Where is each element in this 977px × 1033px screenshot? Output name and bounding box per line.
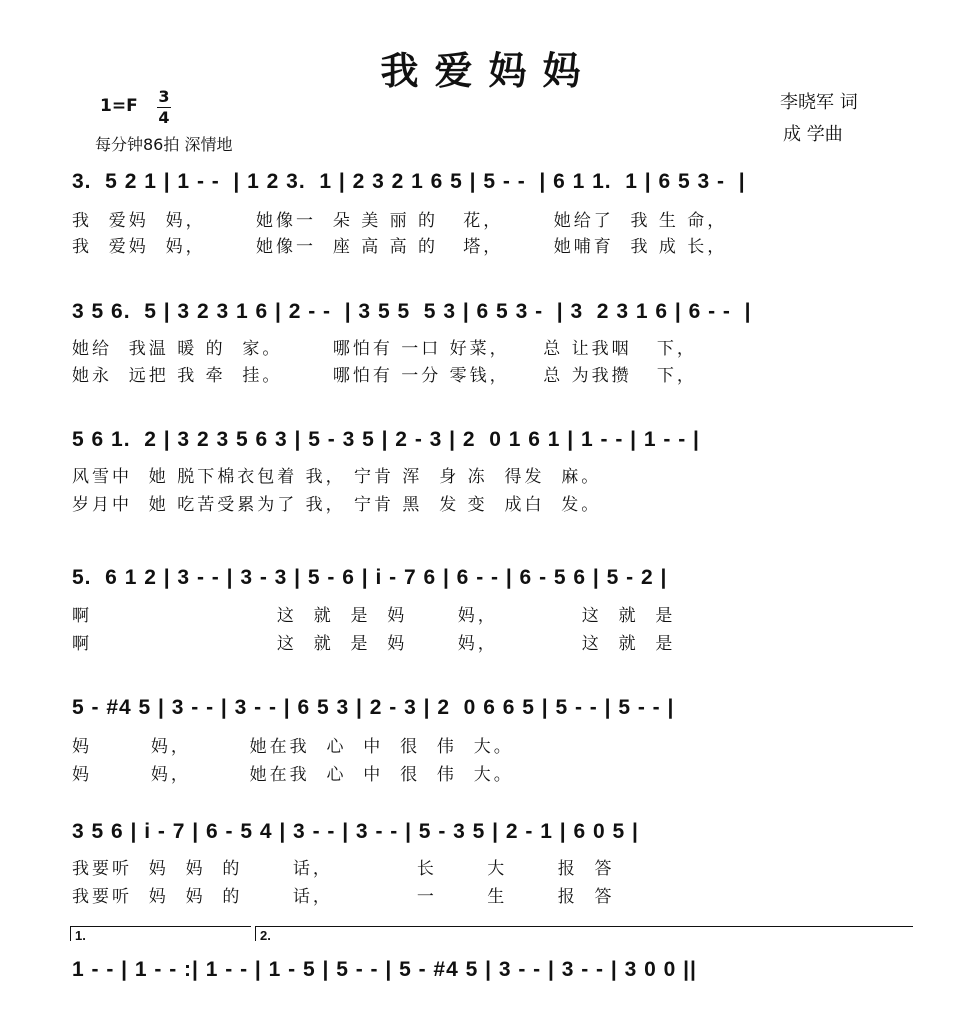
lyrics-line-1-verse-1: 我 爱妈 妈， 她像一 朵 美 丽 的 花， 她给了 我 生 命， [72,211,728,231]
notation-line-1: 3. 5 2 1 | 1 - - | 1 2 3. 1 | 2 3 2 1 6 5 | 5 - - | 6 1 1. 1 | 6 5 3 - | [72,170,746,193]
notation-line-2: 3 5 6. 5 | 3 2 3 1 6 | 2 - - | 3 5 5 5 3 | 6 5 3 - | 3 2 3 1 6 | 6 - - | [72,300,752,323]
lyrics-line-4-verse-2: 啊 这 就 是 妈 妈， 这 就 是 [72,634,676,654]
composer-credit: 成 学曲 [783,124,843,145]
second-ending-bracket [255,926,913,941]
lyrics-line-5-verse-1: 妈 妈， 她在我 心 中 很 伟 大。 [72,737,514,757]
key-signature: 1=F [100,96,138,116]
tempo-marking: 每分钟86拍 深情地 [95,135,233,154]
lyrics-line-6-verse-2: 我要听 妈 妈 的 话， 一 生 报 答 [72,887,615,907]
lyrics-line-2-verse-2: 她永 远把 我 牵 挂。 哪怕有 一分 零钱， 总 为我攒 下， [72,366,697,386]
time-signature-bottom: 4 [158,108,170,127]
lyrics-line-1-verse-2: 我 爱妈 妈， 她像一 座 高 高 的 塔， 她哺育 我 成 长， [72,237,728,257]
notation-line-6: 3 5 6 | i - 7 | 6 - 5 4 | 3 - - | 3 - - | 5 - 3 5 | 2 - 1 | 6 0 5 | [72,820,639,843]
lyrics-line-3-verse-1: 风雪中 她 脱下棉衣包着 我， 宁肯 浑 身 冻 得发 麻。 [72,467,602,487]
second-ending-label: 2. [260,928,271,943]
first-ending-label: 1. [75,928,86,943]
time-signature-top: 3 [158,87,170,106]
notation-line-4: 5. 6 1 2 | 3 - - | 3 - 3 | 5 - 6 | i - 7 6 | 6 - - | 6 - 5 6 | 5 - 2 | [72,566,668,589]
notation-line-5: 5 - #4 5 | 3 - - | 3 - - | 6 5 3 | 2 - 3 | 2 0 6 6 5 | 5 - - | 5 - - | [72,696,675,719]
time-signature [157,88,171,127]
notation-line-7: 1 - - | 1 - - :| 1 - - | 1 - 5 | 5 - - | 5 - #4 5 | 3 - - | 3 - - | 3 0 0 || [72,958,697,981]
lyrics-line-2-verse-1: 她给 我温 暖 的 家。 哪怕有 一口 好菜， 总 让我咽 下， [72,339,697,359]
lyrics-line-3-verse-2: 岁月中 她 吃苦受累为了 我， 宁肯 黑 发 变 成白 发。 [72,495,602,515]
lyrics-line-4-verse-1: 啊 这 就 是 妈 妈， 这 就 是 [72,606,676,626]
song-title: 我爱妈妈 [380,48,597,93]
notation-line-3: 5 6 1. 2 | 3 2 3 5 6 3 | 5 - 3 5 | 2 - 3 | 2 0 1 6 1 | 1 - - | 1 - - | [72,428,700,451]
first-ending-bracket [70,926,251,941]
lyrics-line-6-verse-1: 我要听 妈 妈 的 话， 长 大 报 答 [72,859,615,879]
lyricist-credit: 李晓军 词 [780,92,858,113]
lyrics-line-5-verse-2: 妈 妈， 她在我 心 中 很 伟 大。 [72,765,514,785]
